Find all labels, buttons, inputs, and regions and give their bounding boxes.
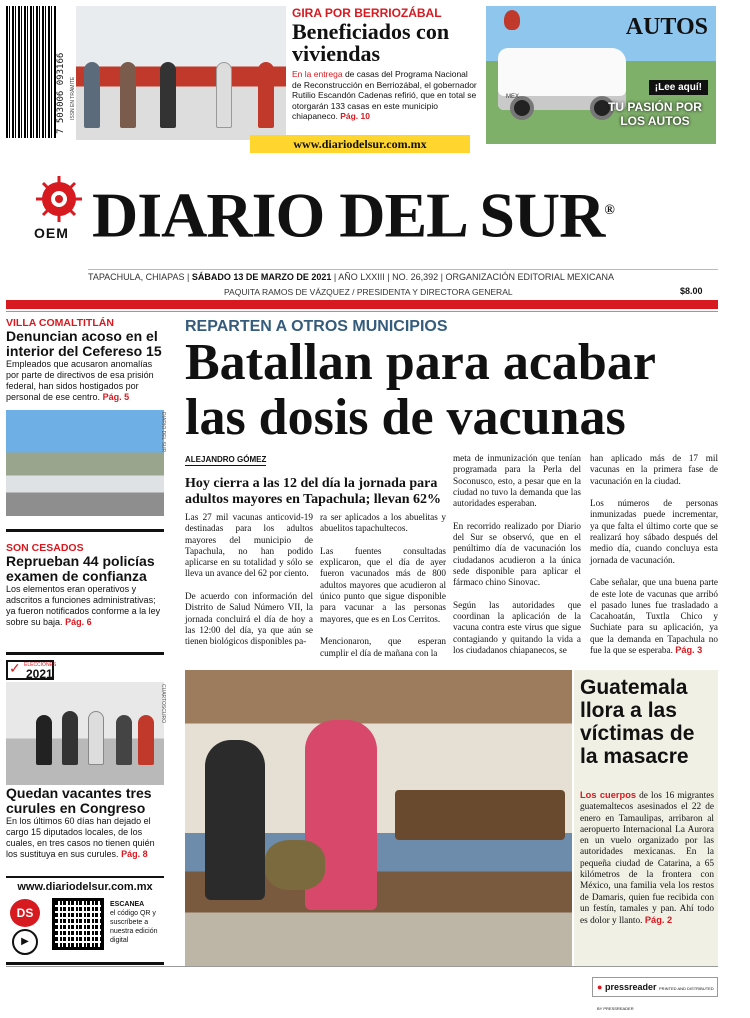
- divider: [6, 311, 718, 312]
- divider: [6, 966, 718, 967]
- main-story-column-4: [590, 453, 718, 656]
- story-body: [6, 359, 164, 403]
- top-story-text: de casas del Programa Nacional de Reconstrucción en Berriozábal, el gobernador Rutilio Escandón Cadenas refirió, que en total se otorgarán 133 casas en este municipio chiapaneco.: [292, 69, 477, 121]
- sidebar-story-cefereso[interactable]: [6, 317, 164, 403]
- website-banner[interactable]: www.diariodelsur.com.mx: [250, 135, 470, 153]
- issue-date: SÁBADO 13 DE MARZO DE 2021: [191, 272, 332, 282]
- top-story-kicker: GIRA POR BERRIOZÁBAL: [292, 6, 442, 20]
- divider: [6, 652, 164, 655]
- elections-badge-year: 2021: [26, 667, 53, 681]
- main-story-column-2: ra ser aplicados a los abuelitas y abuelitos tapachultecos. Las fuentes consultadas explicaron, que el día de ayer fueron vacunados más de 800 adultos mayores que acudieron al único punto que sigue disponible para vacunar a las personas mayores, que es en Los Cerritos. Mencionaron, que esperan cumplir el día de mañana con la: [320, 512, 446, 658]
- elections-badge: [6, 660, 57, 681]
- top-story-body: [292, 69, 478, 122]
- pressreader-badge[interactable]: [592, 977, 718, 1011]
- guatemala-story-page[interactable]: Pág. 2: [644, 915, 673, 926]
- story-kicker: VILLA COMALTITLÁN: [6, 317, 114, 329]
- story-headline[interactable]: Denuncian acoso en el interior del Cefereso 15: [6, 328, 162, 359]
- issue-number: NO. 26,392: [392, 272, 439, 282]
- prison-photo[interactable]: [6, 410, 164, 516]
- scan-qr-text: [110, 900, 164, 945]
- issn-text: ISSN EN TRÁMITE: [70, 76, 76, 120]
- play-icon[interactable]: ▶: [12, 929, 38, 955]
- funeral-photo[interactable]: [185, 670, 572, 966]
- oem-logo-text: OEM: [34, 225, 69, 241]
- main-story-column-1: Las 27 mil vacunas anticovid-19 destinadas para los adultos mayores del municipio de Tapachula, no han podido aplicarse en su totalidad y sólo se lleva un avance del 62 por ciento. De acuerdo con información del Distrito de Salud Número VII, la jornada concluirá el día de hoy a las 12:00 del día, ya que aún se tienen biológicos disponibles pa-: [185, 512, 313, 647]
- congress-photo[interactable]: [6, 682, 164, 785]
- barcode: [6, 6, 56, 138]
- story-kicker: SON CESADOS: [6, 542, 84, 554]
- autos-promo[interactable]: [486, 6, 716, 144]
- guatemala-story-body: [580, 790, 714, 928]
- story-text: Empleados que acusaron anomalías por parte de directivos de esa prisión federal, han sidos hostigados por personal de ese centro.: [6, 359, 154, 402]
- scan-title: ESCANEA: [110, 901, 145, 908]
- story-text: En los últimos 60 días han dejado el cargo 15 diputados locales, de los cuales, en tres casos no tienen quién los sustituya en sus curules.: [6, 816, 155, 859]
- balloon-icon: [504, 10, 520, 30]
- divider: [6, 529, 164, 532]
- date-bar: TAPACHULA, CHIAPAS | SÁBADO 13 DE MARZO DE 2021 | AÑO LXXIII | NO. 26,392 | ORGANIZACIÓN EDITORIAL MEXICANA: [88, 269, 718, 283]
- guatemala-story-text: de los 16 migrantes guatemaltecos asesinados el 22 de enero en Tamaulipas, arribaron al aeropuerto Internacional La Aurora en un vuelo organizado por las autoridades mexicanas. En la pequeña ciudad de Catarina, a 65 kilómetros de la frontera con México, una familia vela los restos de Damaris, quien fue recibida con un festín, tamales y pan. Ahí todo es dolor y llanto.: [580, 791, 714, 927]
- pressreader-icon: ●: [597, 982, 603, 992]
- masthead-rule: [6, 300, 718, 309]
- elections-badge-label: ELECCIONES: [24, 662, 57, 668]
- story-headline[interactable]: Quedan vacantes tres curules en Congreso: [6, 785, 152, 816]
- ds-logo: DS: [10, 899, 40, 927]
- guatemala-story-lead: Los cuerpos: [580, 790, 637, 800]
- story-page[interactable]: Pág. 6: [65, 617, 92, 627]
- main-story-byline: ALEJANDRO GÓMEZ: [185, 455, 267, 464]
- autos-cta[interactable]: ¡Lee aquí!: [649, 80, 708, 95]
- sidebar-story-policias[interactable]: [6, 542, 164, 628]
- check-icon: ✓: [9, 662, 21, 677]
- sidebar-story-congreso[interactable]: [6, 786, 164, 860]
- story-page[interactable]: Pág. 5: [102, 392, 130, 402]
- guatemala-story-headline[interactable]: Guatemala llora a las víctimas de la masacre: [580, 676, 695, 768]
- director-line: PAQUITA RAMOS DE VÁZQUEZ / PRESIDENTA Y DIRECTORA GENERAL: [224, 287, 513, 297]
- autos-title: AUTOS: [625, 14, 708, 40]
- top-story-lead: En la entrega: [292, 69, 343, 79]
- organization: ORGANIZACIÓN EDITORIAL MEXICANA: [445, 272, 615, 282]
- story-body: [6, 584, 164, 628]
- qr-code[interactable]: [52, 898, 104, 950]
- main-story-subhead: Hoy cierra a las 12 del día la jornada para adultos mayores en Tapachula; llevan 62%: [185, 476, 442, 507]
- main-story-column-4-text: han aplicado más de 17 mil vacunas en la primera fase de vacunación en la ciudad. Los números de personas inmunizadas puede incrementar, ya que falta el último corte que se realizará hoy sábado después del medio día, cuando concluya esta jornada de vacunación. Cabe señalar, que una buena parte de este lote de vacunas que arribó el pasado lunes fue trasladado a Cacahoatán, Tuxtla Chico y Suchiate para su aplicación, ya que la demanda en Tapachula no fue la que se esperaba.: [590, 453, 718, 656]
- price: $8.00: [680, 286, 703, 296]
- registered-mark: ®: [604, 203, 614, 218]
- story-body: [6, 816, 164, 860]
- location: TAPACHULA, CHIAPAS: [88, 272, 185, 282]
- pressreader-phone: PRINTED AND DISTRIBUTED BY PRESSREADER: [597, 986, 714, 1011]
- housing-photo[interactable]: [76, 6, 286, 140]
- barcode-number: 7 503006 093166: [56, 52, 66, 134]
- masthead-title-text: DIARIO DEL SUR: [92, 179, 605, 251]
- main-story-headline[interactable]: Batallan para acabar las dosis de vacunas: [185, 334, 655, 446]
- story-headline[interactable]: Reprueban 44 policías examen de confianza: [6, 553, 155, 584]
- top-story[interactable]: [292, 6, 478, 134]
- autos-tagline: TU PASIÓN POR LOS AUTOS: [608, 100, 702, 128]
- divider: [6, 962, 164, 965]
- top-story-headline[interactable]: Beneficiados con viviendas: [292, 19, 450, 66]
- main-story-kicker: REPARTEN A OTROS MUNICIPIOS: [185, 318, 448, 335]
- masthead-title[interactable]: [92, 176, 692, 250]
- main-story-column-3: meta de inmunización que tenían programada para la Perla del Soconusco, esto, a pesar que en la ciudad no tuvo la demanda que las autoridades esperaban. En recorrido realizado por Diario del Sur se observó, que en el penúltimo día de vacunación los ciudadanos acudieron a la única sede disponible para aplicar el fármaco chino Sinovac. Según las autoridades que coordinan la aplicación de la vacuna contra este virus que sigue contagiando y quitando la vida a los ciudadanos chiapanecos, se: [453, 453, 581, 656]
- main-story-page[interactable]: Pág. 3: [675, 645, 703, 656]
- scan-body: el código QR y suscríbete a nuestra edición digital: [110, 910, 158, 944]
- oem-logo: [30, 172, 88, 242]
- top-story-page[interactable]: Pág. 10: [340, 111, 370, 121]
- story-page[interactable]: Pág. 8: [121, 849, 148, 859]
- issue-year: AÑO LXXIII: [338, 272, 385, 282]
- truck-plate: MEX: [506, 94, 520, 100]
- story-text: Los elementos eran operativos y adscritos a funciones administrativas; ya fueron notificados conforme a la ley sobre su baja.: [6, 584, 161, 627]
- sidebar-url[interactable]: www.diariodelsur.com.mx: [6, 876, 164, 893]
- photo-credit: CUARTOSCURO: [160, 684, 166, 723]
- photo-credit: DIARIO DEL SUR: [160, 412, 166, 453]
- pressreader-label: pressreader: [604, 982, 657, 992]
